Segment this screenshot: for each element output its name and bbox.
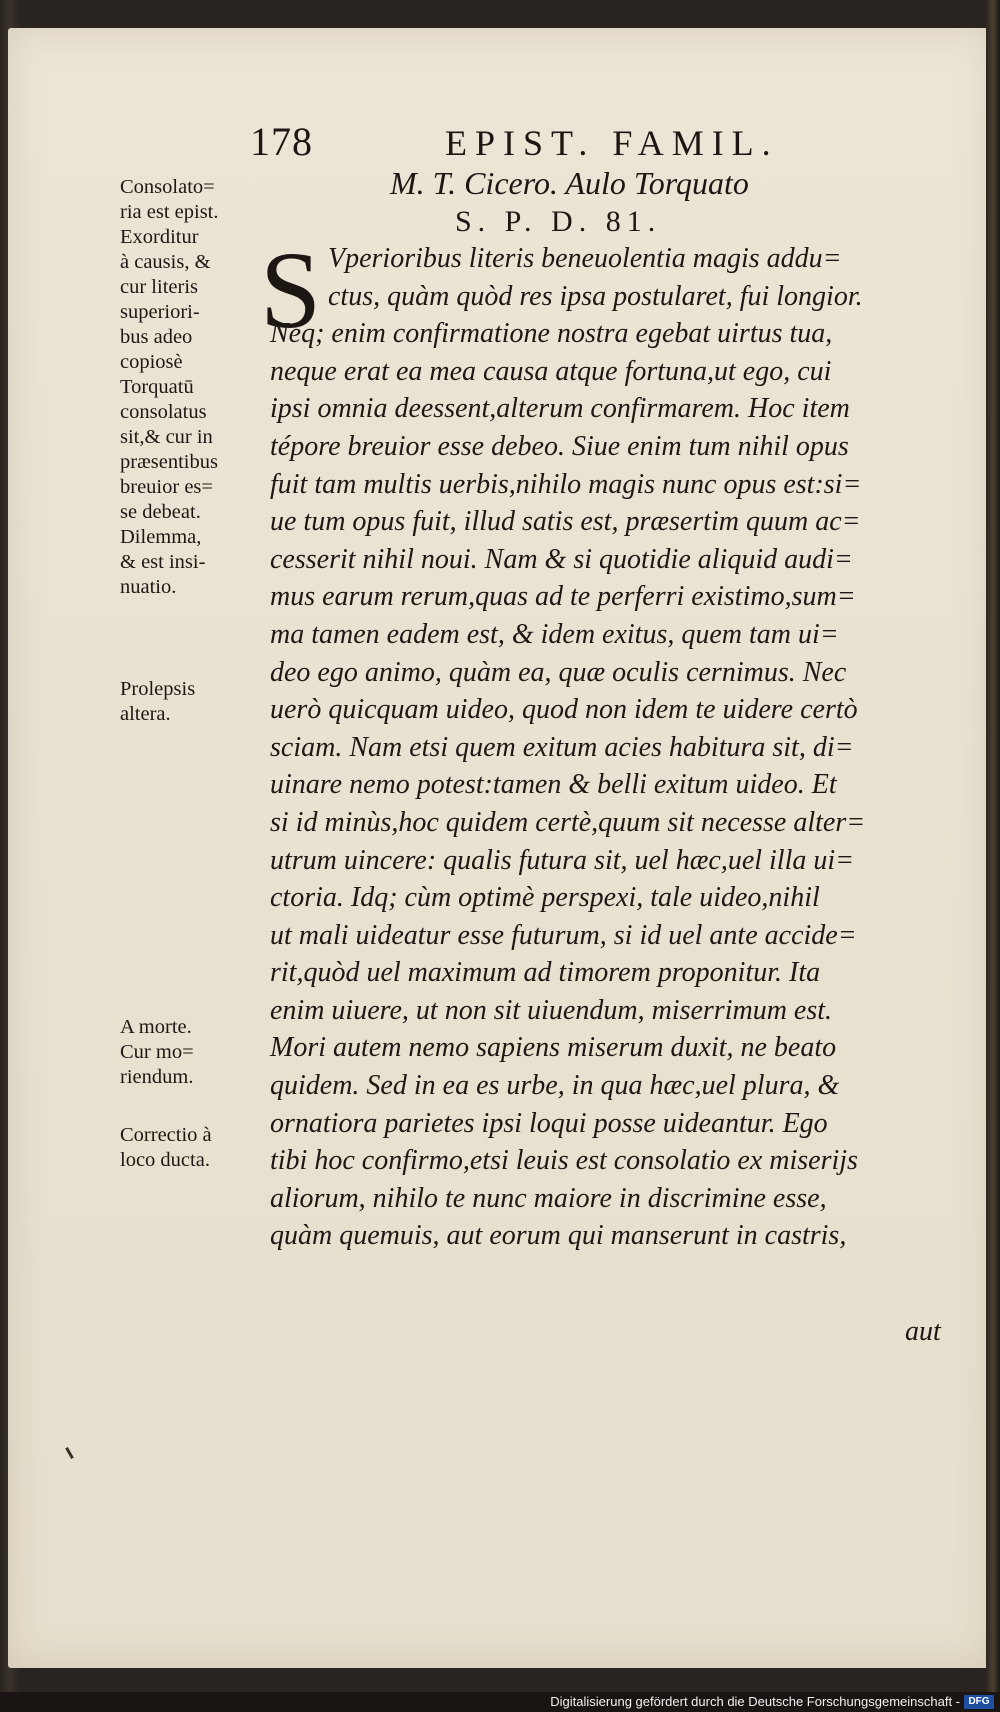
margin-line: consolatus: [120, 401, 207, 423]
margin-line: Correctio à: [120, 1124, 212, 1146]
page-number: 178: [250, 119, 313, 164]
margin-note: [120, 175, 265, 600]
text-line: si id minùs,hoc quidem certè,quum sit necesse alter=: [270, 806, 866, 838]
margin-line: loco ducta.: [120, 1149, 210, 1171]
margin-line: breuior es=: [120, 476, 213, 498]
text-line: tibi hoc confirmo,etsi leuis est consolatio ex miserijs: [270, 1145, 858, 1177]
text-line: cesserit nihil noui. Nam & si quotidie aliquid audi=: [270, 543, 853, 575]
text-line: mus earum rerum,quas ad te perferri existimo,sum=: [270, 581, 856, 613]
funding-credit: Digitalisierung gefördert durch die Deutsche Forschungsgemeinschaft -: [550, 1694, 960, 1709]
text-line: sciam. Nam etsi quem exitum acies habitura sit, di=: [270, 731, 854, 763]
text-line: ctus, quàm quòd res ipsa postularet, fui longior.: [328, 280, 863, 312]
margin-line: nuatio.: [120, 576, 177, 598]
text-line: neque erat ea mea causa atque fortuna,ut ego, cui: [270, 355, 832, 387]
letter-body: [270, 240, 960, 1255]
text-line: Vperioribus literis beneuolentia magis addu=: [328, 243, 842, 274]
text-line: enim uiuere, ut non sit uiuendum, miserrimum est.: [270, 994, 833, 1026]
text-line: ut mali uideatur esse futurum, si id uel ante accide=: [270, 919, 857, 951]
margin-line: Dilemma,: [120, 526, 202, 548]
margin-note: [120, 1015, 265, 1090]
text-line: uerò quicquam uideo, quod non idem te uidere certò: [270, 694, 858, 726]
text-line: Mori autem nemo sapiens miserum duxit, ne beato: [270, 1032, 837, 1064]
margin-line: præsentibus: [120, 451, 218, 473]
text-line: tépore breuior esse debeo. Siue enim tum nihil opus: [270, 430, 849, 462]
margin-line: se debeat.: [120, 501, 201, 523]
text-line: aliorum, nihilo te nunc maiore in discrimine esse,: [270, 1182, 827, 1214]
margin-line: sit,& cur in: [120, 426, 213, 448]
text-line: Neq; enim confirmatione nostra egebat uirtus tua,: [270, 318, 833, 350]
margin-line: A morte.: [120, 1016, 192, 1038]
margin-line: ria est epist.: [120, 201, 219, 223]
page-edge: [986, 0, 1000, 1712]
margin-line: altera.: [120, 703, 171, 725]
margin-line: Prolepsis: [120, 678, 196, 700]
text-line: deo ego animo, quàm ea, quæ oculis cernimus. Nec: [270, 656, 847, 688]
text-line: ue tum opus fuit, illud satis est, præsertim quum ac=: [270, 506, 861, 538]
footer-bar: [0, 1692, 1000, 1712]
margin-note: [120, 1123, 265, 1173]
margin-line: superiori-: [120, 301, 200, 323]
margin-line: Torquatū: [120, 376, 194, 398]
text-line: uinare nemo potest:tamen & belli exitum uideo. Et: [270, 769, 837, 801]
margin-line: cur literis: [120, 276, 198, 298]
margin-line: copiosè: [120, 351, 183, 373]
margin-note: [120, 677, 265, 727]
text-line: ctoria. Idq; cùm optimè perspexi, tale uideo,nihil: [270, 882, 820, 914]
letter-subtitle: S. P. D. 81.: [455, 205, 662, 238]
text-line: rit,quòd uel maximum ad timorem proponitur. Ita: [270, 957, 821, 989]
page-header: [0, 118, 1000, 168]
margin-line: bus adeo: [120, 326, 193, 348]
letter-title: M. T. Cicero. Aulo Torquato: [390, 165, 749, 201]
text-line: fuit tam multis uerbis,nihilo magis nunc opus est:si=: [270, 468, 862, 500]
margin-line: Exorditur: [120, 226, 199, 248]
text-line: utrum uincere: qualis futura sit, uel hæc,uel illa ui=: [270, 844, 855, 876]
running-head: EPIST. FAMIL.: [445, 123, 779, 163]
text-line: quidem. Sed in ea es urbe, in qua hæc,uel plura, &: [270, 1070, 840, 1102]
margin-line: Consolato=: [120, 176, 215, 198]
text-line: ipsi omnia deessent,alterum confirmarem. Hoc item: [270, 393, 850, 425]
catchword: aut: [905, 1316, 941, 1347]
margin-line: riendum.: [120, 1066, 194, 1088]
margin-line: & est insi-: [120, 551, 206, 573]
dfg-logo[interactable]: DFG: [964, 1695, 994, 1709]
text-line: ornatiora parietes ipsi loqui posse uideantur. Ego: [270, 1107, 828, 1139]
text-line: quàm quemuis, aut eorum qui manserunt in castris,: [270, 1220, 847, 1252]
drop-initial: S: [260, 229, 322, 351]
margin-line: Cur mo=: [120, 1041, 194, 1063]
text-line: ma tamen eadem est, & idem exitus, quem tam ui=: [270, 618, 839, 650]
margin-line: à causis, &: [120, 251, 211, 273]
